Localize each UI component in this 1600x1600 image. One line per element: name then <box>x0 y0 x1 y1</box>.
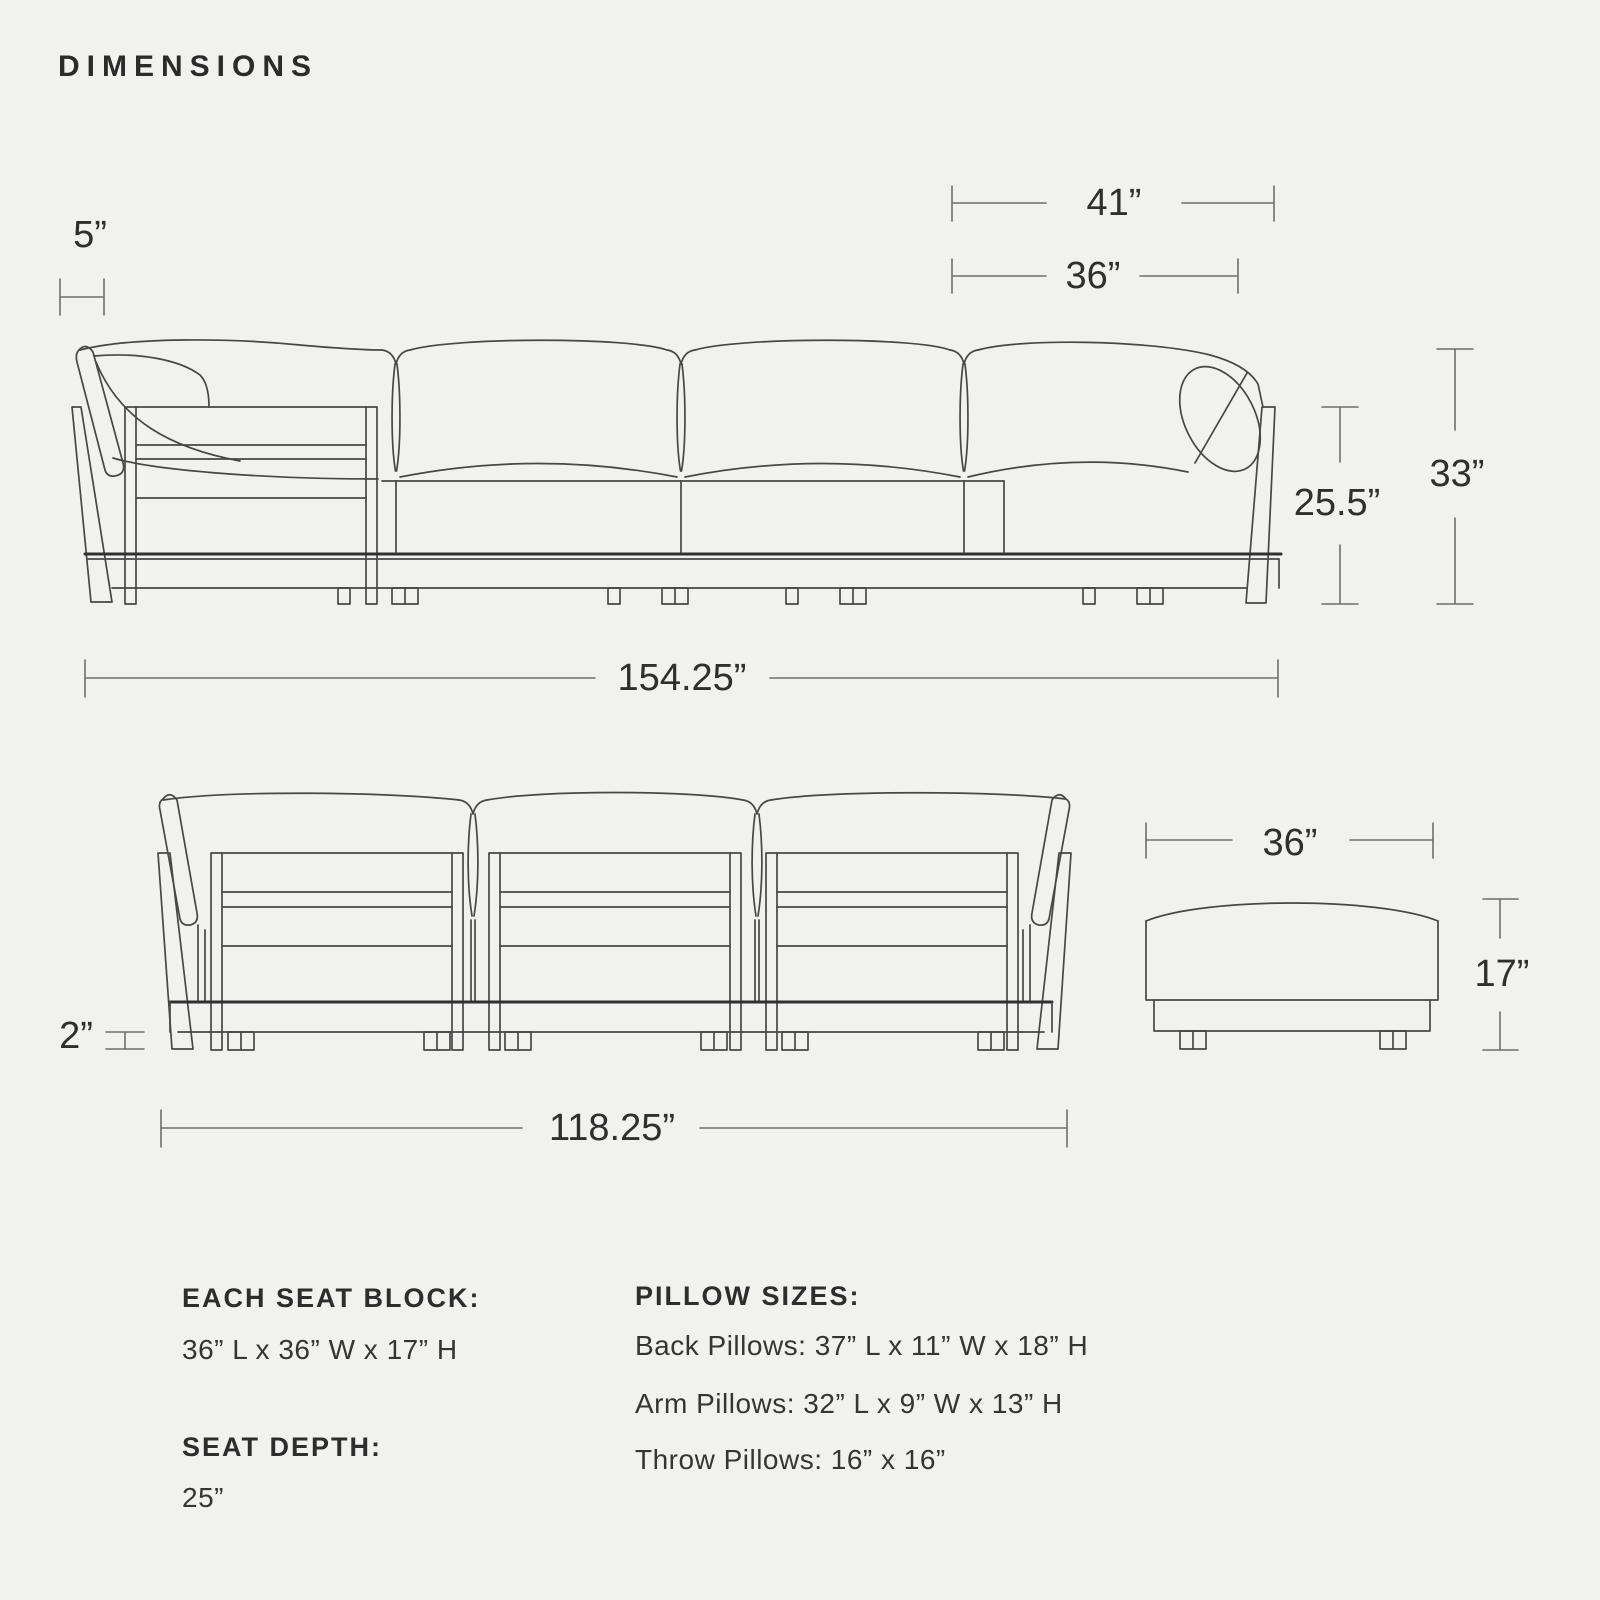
back-pillows-value: Back Pillows: 37” L x 11” W x 18” H <box>635 1330 1089 1361</box>
sofa-side-view-drawing <box>72 340 1281 604</box>
back-length-dimension-label: 118.25” <box>548 1107 676 1149</box>
arm-width-dimension-label: 5” <box>73 214 107 256</box>
seat-depth-heading: SEAT DEPTH: <box>182 1432 383 1462</box>
overall-height-dimension-label: 33” <box>1429 453 1485 495</box>
page-title: DIMENSIONS <box>58 50 319 83</box>
ottoman-width-dimension-label: 36” <box>1262 822 1318 864</box>
throw-pillows-value: Throw Pillows: 16” x 16” <box>635 1444 946 1475</box>
seat-depth-value: 25” <box>182 1482 224 1513</box>
pillow-sizes-heading: PILLOW SIZES: <box>635 1281 861 1311</box>
end-module-with-arm-width-dimension-label: 41” <box>1086 182 1142 224</box>
back-height-dimension-label: 25.5” <box>1293 482 1381 524</box>
leg-clearance-dimension-label: 2” <box>59 1015 93 1057</box>
seat-block-value: 36” L x 36” W x 17” H <box>182 1334 458 1365</box>
overall-length-dimension-label: 154.25” <box>617 657 747 699</box>
arm-pillows-value: Arm Pillows: 32” L x 9” W x 13” H <box>635 1388 1063 1419</box>
side-view-dimension-lines <box>60 186 1473 697</box>
end-module-width-dimension-label: 36” <box>1065 255 1121 297</box>
ottoman-drawing <box>1146 903 1438 1049</box>
ottoman-height-dimension-label: 17” <box>1474 953 1530 995</box>
sofa-back-view-drawing <box>158 793 1071 1051</box>
seat-block-heading: EACH SEAT BLOCK: <box>182 1283 481 1313</box>
